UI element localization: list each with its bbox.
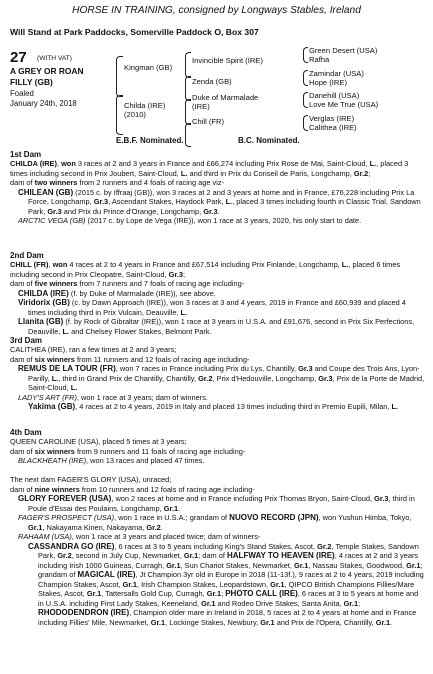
text-run: . (178, 503, 181, 513)
next-line (10, 485, 425, 495)
bold-text: Gr.1 (343, 598, 359, 608)
dam1-line (18, 216, 425, 226)
text-run: , Jt Champion 3yr old in Europe in 2018 (11-13f.), 9 races at 2 to 4 years, 2019 including Champion Stakes, Ascot, (38, 570, 424, 589)
text-run: , 6 races at 3 to 5 years at home and in U.S.A. including First Lady Stakes, Keeneland, (38, 589, 419, 608)
bold-text: Gr.1 (406, 560, 421, 570)
text-run: . (217, 206, 220, 216)
horse-name: Yakima (GB) (28, 402, 76, 411)
text-run: (2015 c. by Iffraaj (GB)), won 3 races at 2 and 3 years at home and in France, £76,228 including Prix La Force, Longchamp, (28, 187, 415, 206)
bold-text: five winners (34, 279, 78, 288)
bold-text: Gr.1 (206, 589, 222, 598)
ped-zamindar: Zamindar (USA) (309, 69, 364, 78)
horse-name: Viridorix (GB) (18, 298, 70, 307)
text-run: , 4 races at 2 and 3 years including Irish 1000 Guineas, Curragh, (38, 551, 419, 570)
text-run: ; dam of (198, 551, 227, 560)
horse-name: GLORY FOREVER (USA) (18, 494, 112, 503)
bold-text: Gr.1 (270, 579, 285, 589)
bold-text: Gr.2 (146, 522, 161, 532)
bold-text: Gr.2 (317, 541, 332, 551)
italic-text: RAHAAM (USA) (18, 532, 72, 541)
text-run: , Nakayama Kinen, Nakayama, (42, 522, 147, 532)
ped-danehill: Danehill (USA) (309, 91, 360, 100)
ped-hope: Hope (IRE) (309, 78, 347, 87)
dam1-title: 1st Dam (10, 150, 42, 159)
text-run: , third in Grand Prix de Chantilly, Chantilly, (58, 373, 199, 383)
horse-name: PHOTO CALL (IRE) (225, 589, 298, 598)
next-line (10, 475, 425, 485)
bold-text: Gr.1 (293, 560, 309, 570)
text-run: and Coupe des Trois Ans, Lyon-Parilly, (28, 364, 420, 383)
text-run: , won 13 races and placed 47 times. (86, 456, 205, 465)
bold-text: Gr.3 (374, 494, 389, 503)
bracket-sire-dam (185, 76, 191, 101)
dam2-title: 2nd Dam (10, 251, 44, 260)
dam-year: (2010) (124, 110, 146, 119)
text-run: and third in Prix du Conseil de Paris, Longchamp, (187, 168, 354, 178)
text-run: The next dam FAGER'S GLORY (USA), unraced; (10, 475, 172, 484)
text-run: 4 races at 2 to 4 years in France and £67,514 including Prix Finlande, Longchamp, (67, 260, 342, 269)
dam2-line (18, 298, 425, 317)
text-run: , won 7 races in France including Prix du Lys, Chantilly, (115, 364, 299, 373)
dam4-section (10, 437, 425, 466)
ped-green-desert: Green Desert (USA) (309, 46, 378, 55)
horse-name: RHODODENDRON (IRE) (38, 608, 130, 617)
next-line (18, 513, 425, 532)
text-run: , 4 races at 2 to 4 years, 2019 in Italy and placed 13 times including third in Premio Eupili, Milan, (75, 402, 392, 411)
italic-text: FAGER'S PROSPECT (USA) (18, 513, 115, 522)
bracket-g3 (303, 92, 308, 108)
bracket-g1 (303, 47, 308, 63)
bold-text: six winners (34, 354, 75, 364)
bold-text: Gr.1 (86, 589, 102, 598)
horse-name: Llanita (GB) (18, 317, 64, 326)
ped-calithea: Calithea (IRE) (309, 123, 357, 132)
dam3-line (10, 355, 425, 365)
page-header: HORSE IN TRAINING, consigned by Longways Stables, Ireland (72, 5, 361, 16)
bold-text: L. (62, 326, 70, 336)
text-run: , won 1 race in U.S.A.; grandam of (114, 513, 230, 522)
dam2-section (10, 260, 425, 336)
horse-name: NUOVO RECORD (JPN) (229, 513, 319, 522)
dam3-line (10, 345, 425, 355)
text-run: , Sun Chariot Stakes, Newmarket, (180, 560, 294, 570)
horse-line-2: FILLY (GB) (10, 77, 53, 87)
text-run: ; (368, 168, 371, 178)
bold-text: L. (70, 383, 78, 392)
dam4-line (10, 447, 425, 457)
text-run: from 9 runners and 11 foals of racing age including- (74, 446, 246, 456)
dam1-line (10, 178, 425, 188)
dam2-line (18, 317, 425, 336)
text-run: and Prix du Prince d'Orange, Longchamp, (61, 206, 204, 216)
dam-dam: Chill (FR) (192, 117, 225, 126)
text-run: , won 2 races at home and in France including Prix Thomas Bryon, Saint-Cloud, (111, 494, 375, 503)
text-run: ; (182, 269, 186, 279)
text-run: dam of (10, 178, 35, 187)
text-run: dam of (10, 354, 35, 364)
bracket-dam (116, 95, 123, 135)
bracket-g2 (303, 70, 308, 86)
horse-name: HALFWAY TO HEAVEN (IRE) (227, 551, 335, 560)
dam3-section (10, 345, 425, 412)
bold-text: Gr.1 (375, 617, 391, 627)
bold-text: won (52, 260, 68, 269)
horse-line-1: A GREY OR ROAN (10, 66, 84, 76)
text-run: from 2 runners and 4 foals of racing age viz- (77, 178, 225, 187)
text-run: (2017 c. by Lope de Vega (IRE)), won 1 race at 3 years, 2020, his only start to date. (85, 216, 362, 225)
ped-verglas: Verglas (IRE) (309, 114, 355, 123)
bold-text: CHILDA (IRE) (10, 159, 57, 168)
bold-text: L. (180, 168, 188, 178)
foaled-label: Foaled (10, 89, 34, 98)
text-run: , Champion older mare in Ireland in 2018, 5 races at 2 to 4 years at home and in France including Fillies' Mile, Newmarket, (38, 608, 417, 627)
bold-text: Gr.2 (198, 373, 213, 383)
bold-text: L. (341, 260, 349, 269)
text-run: , placed 3 times including fourth in Classic Trial, Sandown Park, (28, 197, 421, 216)
text-run: , second in July Cup, Newmarket, (71, 551, 184, 560)
bold-text: Gr.1 (183, 551, 199, 560)
text-run: from 7 runners and 7 foals of racing age including- (77, 279, 245, 288)
text-run: , Ascendant Stakes, Haydock Park, (108, 197, 226, 206)
dam4-line (18, 456, 425, 466)
foaled-info (10, 89, 77, 109)
ebf-nominated: E.B.F. Nominated. (116, 136, 184, 145)
italic-text: BLACKHEATH (IRE) (18, 456, 87, 465)
bold-text: Gr.3 (298, 364, 313, 373)
text-run: , (48, 260, 53, 269)
bold-text: Gr.3 (93, 197, 109, 206)
dam3-line (28, 402, 425, 412)
text-run: , Temple Stakes, Sandown Park, (38, 541, 419, 560)
text-run: dam of (10, 279, 35, 288)
italic-text: LADY'S ART (FR) (18, 392, 77, 402)
bold-text: Gr.1 (260, 617, 275, 627)
text-run: (f. by Duke of Marmalade (IRE)), see above. (68, 288, 216, 298)
dam4-title: 4th Dam (10, 428, 42, 437)
text-run: , Prix de la Porte de Madrid, Saint-Cloud, (28, 373, 425, 392)
bold-text: Gr.1 (150, 617, 166, 627)
bold-text: won (61, 159, 76, 168)
ped-love-me-true: Love Me True (USA) (309, 100, 379, 109)
horse-description (10, 66, 84, 88)
bold-text: Gr.2 (57, 551, 72, 560)
sire-dam: Zenda (GB) (192, 77, 232, 86)
sire-sire: Invincible Spirit (IRE) (192, 56, 263, 65)
bold-text: Gr.2 (353, 168, 369, 178)
text-run: QUEEN CAROLINE (USA), placed 5 times at 3 years; (10, 437, 187, 446)
dam1-section (10, 159, 425, 226)
text-run: and Prix de l'Opera, Chantilly, (274, 617, 376, 627)
bold-text: nine winners (34, 484, 80, 494)
bold-text: Gr.1 (166, 560, 181, 570)
text-run: and Rodeo Drive Stakes, Santa Anita, (215, 598, 344, 608)
bracket-sire (116, 56, 123, 97)
lot-number: 27 (10, 49, 27, 66)
text-run: , placed 3 times including second in Prix Joubert, Saint-Cloud, (10, 159, 409, 178)
text-run: , Irish Champion Stakes, Leopardstown, (137, 579, 271, 589)
bold-text: Gr.1 (163, 503, 179, 513)
text-run: , Tattersalls Gold Cup, Curragh, (101, 589, 207, 598)
text-run: , 6 races at 3 to 5 years including King's Stand Stakes, Ascot, (114, 541, 318, 551)
bold-text: L. (391, 402, 399, 411)
bold-text: Gr.3 (203, 206, 218, 216)
text-run: dam of (10, 446, 35, 456)
bracket-g4 (303, 115, 308, 131)
text-run: , Nassau Stakes, Goodwood, (308, 560, 407, 570)
bold-text: Gr.1 (28, 522, 43, 532)
dam2-line (18, 289, 425, 299)
text-run: , (56, 159, 62, 168)
text-run: , won 1 race at 3 years; dam of winners. (76, 392, 208, 402)
ped-rafha: Rafha (309, 55, 330, 64)
bc-nominated: B.C. Nominated. (238, 136, 300, 145)
text-run: , QIPCO British Champions Fillies/Mare Stakes, Ascot, (38, 579, 415, 598)
bold-text: CHILL (FR) (10, 260, 49, 269)
bold-text: L. (180, 307, 188, 317)
horse-name: CASSANDRA GO (IRE) (28, 541, 115, 551)
text-run: . (160, 522, 163, 532)
bold-text: L. (51, 373, 59, 383)
dam4-line (10, 437, 425, 447)
horse-name: CHILDA (IRE) (18, 288, 69, 298)
dam-sire-line1: Duke of Marmalade (192, 93, 259, 102)
dam2-line (10, 260, 425, 279)
bold-text: L. (225, 197, 233, 206)
sire: Kingman (GB) (124, 63, 173, 72)
text-run: , Prix d'Hedouville, Longchamp, (212, 373, 319, 383)
text-run: ; grandam of (38, 560, 423, 579)
bracket-dam-dam (185, 123, 191, 147)
dam: Childa (IRE) (124, 101, 166, 110)
bracket-dam-sire (185, 99, 191, 125)
text-run: , Lockinge Stakes, Newbury, (165, 617, 261, 627)
bold-text: Gr.3 (47, 206, 62, 216)
bold-text: Gr.3 (318, 373, 333, 383)
text-run: (c. by Dawn Approach (IRE)), won 3 races at 3 and 4 years, 2019 in France and £60,939 and placed 4 times including third in Prix Vulcain, Deauville, (28, 298, 406, 317)
dam3-title: 3rd Dam (10, 336, 43, 345)
dam1-line (10, 159, 425, 178)
horse-name: MAGICAL (IRE) (77, 570, 136, 579)
dam1-line (18, 188, 425, 217)
text-run: , third in Poule d'Essai des Poulains, Longchamp, (28, 494, 415, 513)
text-run: from 11 runners and 12 foals of racing age including- (74, 354, 250, 364)
text-run: (f. by Rock of Gibraltar (IRE)), won 1 race at 3 years in U.S.A. and £91,676, second in Prix Six Perfections, Deauville, (28, 317, 415, 336)
bold-text: Gr.1 (201, 598, 216, 608)
text-run: , placed 6 times including second in Prix Cleopatre, Saint-Cloud, (10, 260, 401, 279)
foaled-date: January 24th, 2018 (10, 99, 77, 109)
dam2-line (10, 279, 425, 289)
bold-text: two winners (34, 178, 78, 187)
lot-location: Will Stand at Park Paddocks, Somerville Paddock O, Box 307 (10, 27, 259, 37)
text-run: , won 1 race at 3 years and placed twice; dam of winners- (71, 532, 261, 541)
next-line (18, 532, 425, 542)
text-run: 3 races at 2 and 3 years in France and £66,274 including Prix Rose de Mai, Saint-Cloud, (75, 159, 370, 168)
italic-text: ARCTIC VEGA (GB) (18, 216, 86, 225)
next-line (18, 494, 425, 513)
next-dam-section (10, 475, 425, 627)
text-run: from 10 runners and 12 foals of racing age including- (79, 484, 255, 494)
text-run: . (390, 617, 393, 627)
horse-name: CHILEAN (GB) (18, 187, 74, 197)
text-run: ; (358, 598, 361, 608)
text-run: dam of (10, 484, 35, 494)
text-run: CALITHEA (IRE), ran a few times at 2 and 3 years; (10, 345, 177, 354)
vat-note: (WITH VAT) (37, 55, 72, 62)
bold-text: Gr.3 (168, 269, 183, 279)
dam3-line (18, 364, 425, 393)
text-run: ; (221, 589, 226, 598)
horse-name: REMUS DE LA TOUR (FR) (18, 364, 116, 373)
dam-sire-line2: (IRE) (192, 102, 210, 111)
next-line (28, 542, 425, 628)
text-run: and Chelsey Flower Stakes, Belmont Park. (69, 326, 212, 336)
bold-text: Gr.1 (122, 579, 138, 589)
dam3-line (18, 393, 425, 403)
text-run: , won Yushun Himba, Tokyo, (318, 513, 412, 522)
bold-text: six winners (34, 446, 75, 456)
bold-text: L. (369, 159, 377, 168)
bracket-sire-sire (185, 52, 191, 78)
